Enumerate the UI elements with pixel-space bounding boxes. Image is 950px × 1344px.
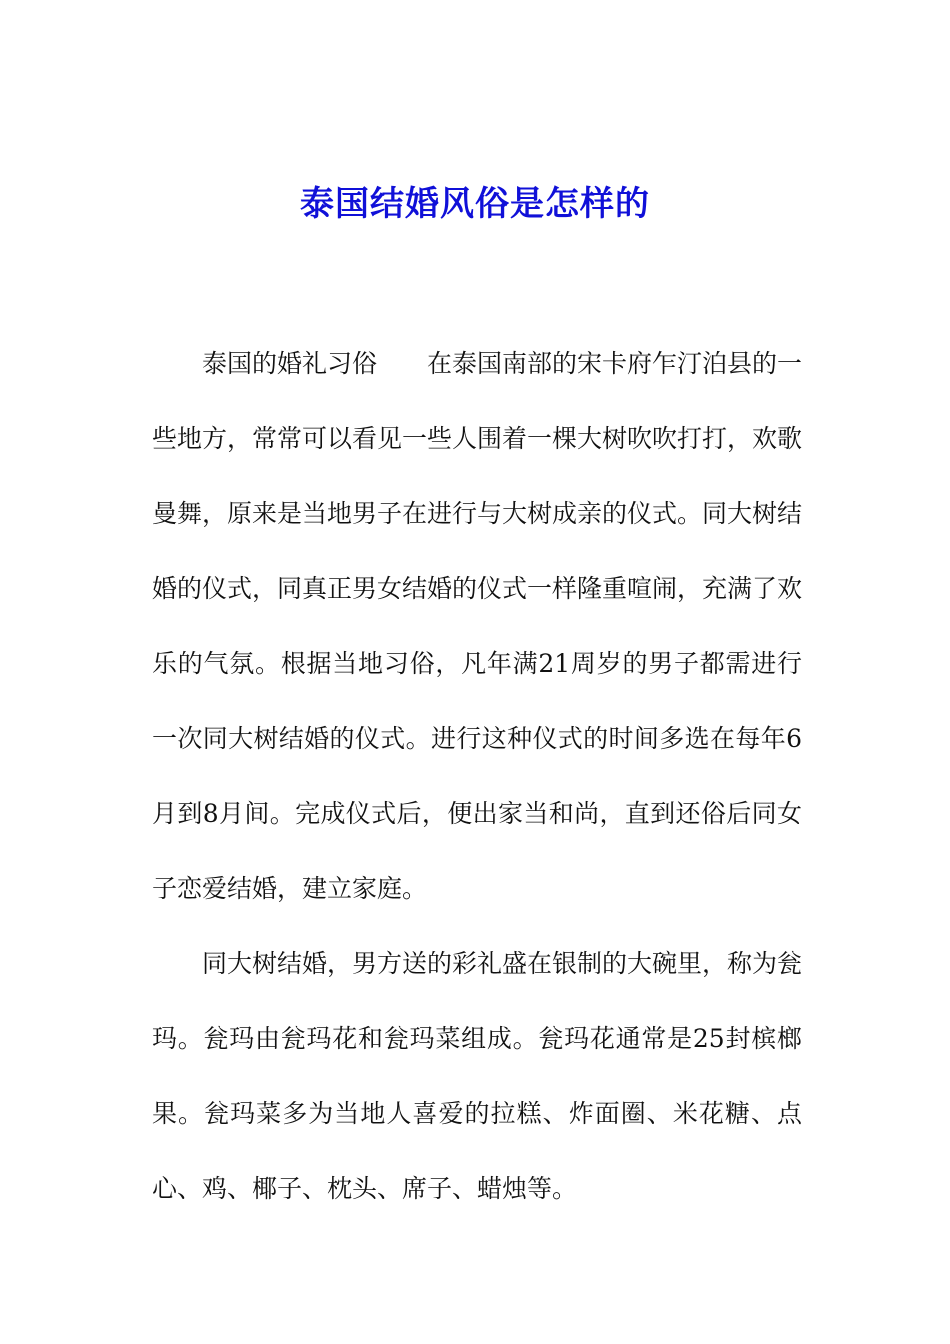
paragraph: 泰国的婚礼习俗 在泰国南部的宋卡府乍汀泊县的一些地方，常常可以看见一些人围着一棵大树吹吹打打，欢歌曼舞，原来是当地男子在进行与大树成亲的仪式。同大树结婚的仪式，同真正男女结婚的仪式一样隆重喧闹，充满了欢乐的气氛。根据当地习俗，凡年满21周岁的男子都需进行一次同大树结婚的仪式。进行这种仪式的时间多选在每年6月到8月间。完成仪式后，便出家当和尚，直到还俗后同女子恋爱结婚，建立家庭。 — [152, 349, 803, 903]
paragraph: 同大树结婚，男方送的彩礼盛在银制的大碗里，称为瓮玛。瓮玛由瓮玛花和瓮玛菜组成。瓮玛花通常是25封槟榔果。瓮玛菜多为当地人喜爱的拉糕、炸面圈、米花糖、点心、鸡、椰子、枕头、席子、蜡烛等。 — [152, 949, 803, 1203]
document-title: 泰国结婚风俗是怎样的 — [300, 184, 650, 224]
document-body — [152, 326, 802, 1226]
